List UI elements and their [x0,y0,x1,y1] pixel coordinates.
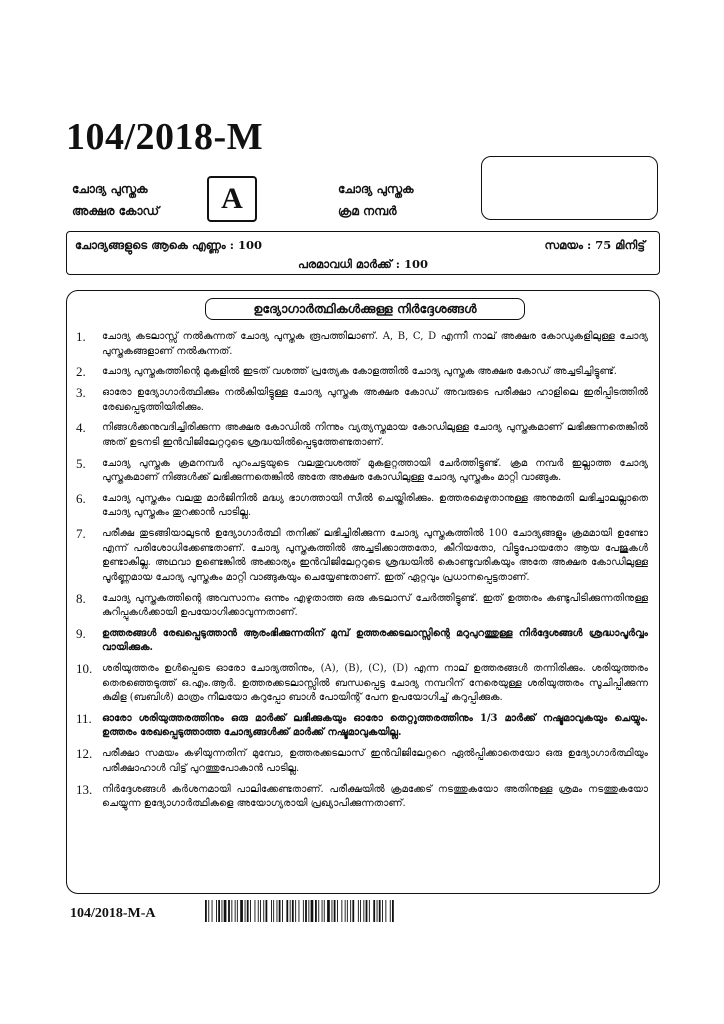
barcode-bar [235,900,236,922]
barcode-bar [345,900,346,922]
barcode-bar [224,900,227,922]
booklet-code-label [72,178,159,222]
barcode-bar [390,900,391,922]
barcode-bar [347,900,348,922]
instruction-number: 3. [76,385,86,401]
barcode-bar [305,900,307,922]
instruction-item [76,662,648,706]
instruction-number: 1. [76,329,86,344]
instruction-number: 6. [76,490,86,506]
instruction-item [76,421,648,450]
instruction-item [76,783,648,812]
barcode-bar [290,900,291,922]
barcode-bar [273,900,274,922]
instruction-item [76,527,648,585]
barcode-bar [295,900,296,922]
instruction-number: 10. [76,661,93,677]
serial-number-label [338,178,414,222]
serial-number-label-line1: ചോദ്യ പുസ്തക [338,182,414,196]
barcode-bar [341,900,342,922]
serial-number-box [481,156,658,220]
barcode-bar [334,900,336,922]
barcode-bar [332,900,333,922]
barcode-bar [337,900,338,922]
instruction-text: പരീക്ഷാ സമയം കഴിയുന്നതിന് മുമ്പോ, ഉത്തരക്കടലാസ് ഇൻവിജിലേറ്ററെ ഏൽപ്പിക്കാതെയോ ഒരു ഉദ്യോഗാർത്ഥിയും പരീക്ഷാഹാൾ വിട്ട് പുറത്തുപോകാൻ പാടില്ല. [102,748,648,774]
instructions-title: ഉദ്യോഗാർത്ഥികൾക്കുള്ള നിർദ്ദേശങ്ങൾ [205,298,525,320]
barcode-bar [279,900,281,922]
instruction-number: 9. [76,625,86,641]
instruction-number: 13. [76,781,93,797]
exam-info-box [66,231,660,275]
barcode-bar [318,900,319,922]
barcode-bar [392,900,394,922]
instruction-item [76,330,648,359]
barcode-bar [299,900,300,922]
instruction-number: 2. [76,364,86,380]
instruction-item [76,747,648,776]
barcode-bar [282,900,283,922]
barcode-bar [327,900,330,922]
instruction-text: പരീക്ഷ തുടങ്ങിയാലുടൻ ഉദ്യോഗാർത്ഥി തനിക്ക് ലഭിച്ചിരിക്കുന്ന ചോദ്യ പുസ്തകത്തിൽ 100 ചോദ്യങ്ങളും ക്രമമായി ഉണ്ടോ എന്ന് പരിശോധിക്കേണ്ടതാണ്. ചോദ്യ പുസ്തകത്തിൽ അച്ചടിക്കാത്തതോ, കീറിയതോ, വിട്ടുപോയതോ ആയ പേജുകൾ ഉണ്ടാകില്ല. അഥവാ ഉണ്ടെങ്കിൽ അക്കാര്യം ഇൻവിജിലേറ്ററുടെ ശ്രദ്ധയിൽ കൊണ്ടുവരികയും അതേ അക്ഷര കോഡിലുള്ള പൂർണ്ണമായ ചോദ്യ പുസ്തകം മാറ്റി വാങ്ങുകയും ചെയ്യേണ്ടതാണ്. ഇത് ഏറ്റവും പ്രധാനപ്പെട്ടതാണ്. [102,528,648,583]
footer-paper-code: 104/2018-M-A [70,906,156,921]
barcode-bar [366,900,368,922]
instruction-number: 8. [76,590,86,606]
barcode-bar [218,900,220,922]
barcode-bar [271,900,272,922]
barcode-bar [377,900,378,922]
instruction-text: നിങ്ങൾക്കനുവദിച്ചിരിക്കുന്ന അക്ഷര കോഡിൽ നിന്നും വ്യത്യസ്തമായ കോഡിലുള്ള ചോദ്യ പുസ്തകമാണ് ലഭിക്കുന്നതെങ്കിൽ അത് ഉടനടി ഇൻവിജിലേറ്ററുടെ ശ്രദ്ധയിൽപ്പെടുത്തേണ്ടതാണ്. [102,422,648,448]
barcode-bar [222,900,223,922]
instruction-number: 11. [76,710,92,726]
instruction-item [76,712,648,741]
barcode-bar [311,900,314,922]
booklet-code-label-line1: ചോദ്യ പുസ്തക [72,182,148,196]
maximum-marks: പരമാവധി മാർക്ക് : 100 [297,257,429,271]
barcode-bar [205,900,207,922]
barcode-bar [237,900,238,922]
barcode-bar [369,900,370,922]
barcode [205,900,395,922]
barcode-bar [228,900,230,922]
instruction-text: ചോദ്യ പുസ്തകം വലതു മാർജിനിൽ മദ്ധ്യ ഭാഗത്തായി സീൽ ചെയ്തിരിക്കും. ഉത്തരമെഴുതാനുള്ള അനുമതി ലഭിച്ചാലല്ലാതെ ചോദ്യ പുസ്തകം തുറക്കാൻ പാടില്ല. [102,492,648,519]
barcode-bar [263,900,264,922]
total-questions: ചോദ്യങ്ങളുടെ ആകെ എണ്ണം : 100 [75,238,262,252]
barcode-bar [216,900,217,922]
instruction-number: 5. [76,455,86,471]
barcode-bar [322,900,323,922]
instruction-text: ചോദ്യ കടലാസ്സ് നൽകുന്നത് ചോദ്യ പുസ്തക രൂപത്തിലാണ്. A, B, C, D എന്നീ നാല് അക്ഷര കോഡുകളിലുള്ള ചോദ്യ പുസ്തകങ്ങളാണ് നൽകുന്നത്. [102,331,648,357]
instruction-text: ചോദ്യ പുസ്തകത്തിന്റെ മുകളിൽ ഇടത് വശത്ത് പ്രത്യേക കോളത്തിൽ ചോദ്യ പുസ്തക അക്ഷര കോഡ് അച്ചടിച്ചിട്ടുണ്ട്. [102,366,617,378]
barcode-bar [315,900,317,922]
barcode-bar [231,900,232,922]
barcode-bar [360,900,361,922]
instruction-item [76,492,648,521]
barcode-bar [255,900,256,922]
barcode-bar [212,900,213,922]
barcode-bar [258,900,259,922]
barcode-bar [308,900,309,922]
barcode-bar [208,900,209,922]
barcode-bar [240,900,243,922]
barcode-bar [247,900,249,922]
instruction-item [76,592,648,621]
barcode-bar [266,900,268,922]
instruction-number: 4. [76,420,86,436]
barcode-bar [324,900,325,922]
instruction-text: ശരിയുത്തരം ഉൾപ്പെടെ ഓരോ ചോദ്യത്തിനും, (A), (B), (C), (D) എന്ന നാല് ഉത്തരങ്ങൾ തന്നിരിക്കും. ശരിയുത്തരം തെരഞ്ഞെടുത്ത് ഒ.എം.ആർ. ഉത്തരക്കടലാസ്സിൽ ബന്ധപ്പെട്ട ചോദ്യ നമ്പറിന് നേരെയുള്ള ശരിയുത്തരം സൂചിപ്പിക്കുന്ന കുമിള (ബബിൾ) മാത്രം നീലയോ കറുപ്പോ ബാൾ പോയിന്റ് പേന ഉപയോഗിച്ച് കറുപ്പിക്കുക. [102,663,648,704]
booklet-code-label-line2: അക്ഷര കോഡ് [72,204,160,218]
exam-time: സമയം : 75 മിനിട്ട് [544,238,645,252]
barcode-bar [303,900,304,922]
instruction-text: ഓരോ ശരിയുത്തരത്തിനും ഒരു മാർക്ക് ലഭിക്കുകയും ഓരോ തെറ്റുത്തരത്തിനും 1/3 മാർക്ക് നഷ്ടമാവുകയും ചെയ്യും. ഉത്തരം രേഖപ്പെടുത്താത്ത ചോദ്യങ്ങൾക്ക് മാർക്ക് നഷ്ടമാവുകയില്ല. [102,712,648,739]
paper-code: 104/2018-M [66,116,264,158]
barcode-bar [292,900,294,922]
instruction-number: 12. [76,746,93,762]
barcode-bar [277,900,278,922]
instruction-item [76,627,648,656]
instruction-item [76,386,648,415]
barcode-bar [286,900,288,922]
instruction-text: ഉത്തരങ്ങൾ രേഖപ്പെടുത്താൻ ആരംഭിക്കുന്നതിന് മുമ്പ് ഉത്തരക്കടലാസ്സിന്റെ മറുപുറത്തുള്ള നിർദ്ദേശങ്ങൾ ശ്രദ്ധാപൂർവ്വം വായിക്കുക. [102,627,648,654]
barcode-bar [352,900,354,922]
barcode-bar [350,900,351,922]
instruction-text: ഓരോ ഉദ്യോഗാർത്ഥിക്കും നൽകിയിട്ടുള്ള ചോദ്യ പുസ്തക അക്ഷര കോഡ് അവരുടെ പരീക്ഷാ ഹാളിലെ ഇരിപ്പിടത്തിൽ രേഖപ്പെടുത്തിയിരിക്കും. [102,387,648,413]
barcode-bar [260,900,261,922]
instructions-list [76,330,648,818]
barcode-bar [385,900,386,922]
instruction-text: ചോദ്യ പുസ്തകത്തിന്റെ അവസാനം ഒന്നും എഴുതാത്ത ഒരു കടലാസ് ചേർത്തിട്ടുണ്ട്. ഇത് ഉത്തരം കണ്ടുപിടിക്കുന്നതിനുള്ള കുറിപ്പുകൾക്കായി ഉപയോഗിക്കാവുന്നതാണ്. [102,592,648,619]
serial-number-label-line2: ക്രമ നമ്പർ [338,204,397,218]
barcode-bar [379,900,381,922]
instruction-item [76,365,648,380]
instruction-number: 7. [76,526,86,542]
instruction-text: നിർദ്ദേശങ്ങൾ കർശനമായി പാലിക്കേണ്ടതാണ്. പരീക്ഷയിൽ ക്രമക്കേട് നടത്തുകയോ അതിനുള്ള ശ്രമം നടത്തുകയോ ചെയ്യുന്ന ഉദ്യോഗാർത്ഥികളെ അയോഗ്യരായി പ്രഖ്യാപിക്കുന്നതാണ്. [102,783,648,810]
instruction-text: ചോദ്യ പുസ്തക ക്രമനമ്പർ പുറംചട്ടയുടെ വലതുവശത്ത് മുകളറ്റത്തായി ചേർത്തിട്ടുണ്ട്. ക്രമ നമ്പർ ഇല്ലാത്ത ചോദ്യ പുസ്തകമാണ് നിങ്ങൾക്ക് ലഭിക്കുന്നതെങ്കിൽ അതേ അക്ഷര കോഡിലുള്ള ചോദ്യ പുസ്തകം മാറ്റി വാങ്ങുക. [102,457,648,484]
instruction-item [76,457,648,486]
barcode-bar [250,900,251,922]
barcode-bar [358,900,359,922]
booklet-series-box: A [207,176,257,222]
barcode-bar [363,900,364,922]
barcode-bar [245,900,246,922]
barcode-bar [373,900,375,922]
barcode-bar [382,900,383,922]
